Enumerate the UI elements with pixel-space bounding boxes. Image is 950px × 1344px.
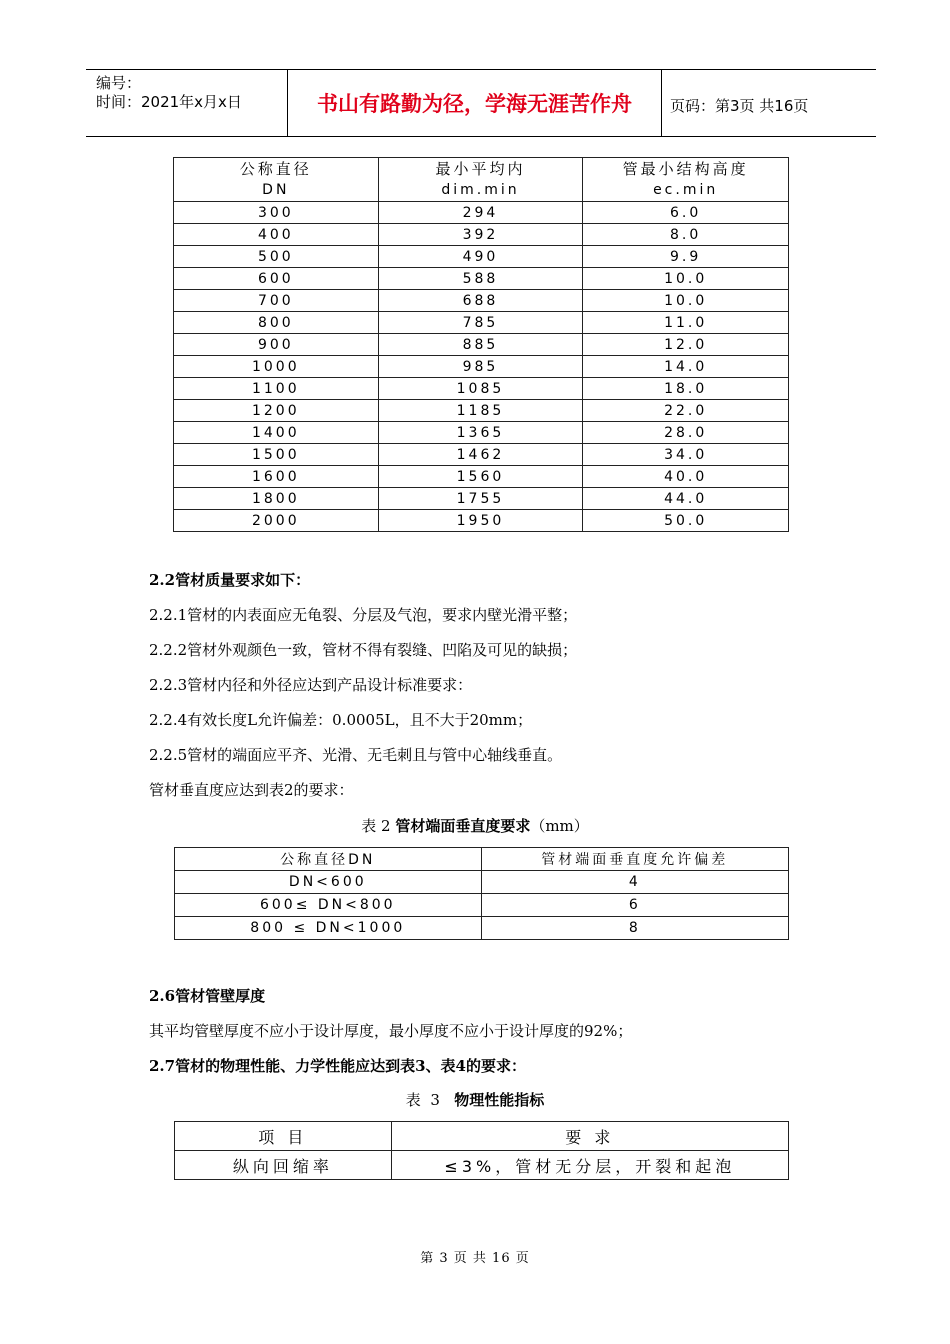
- table-cell: 800 ≤ DN<1000: [175, 917, 482, 940]
- table-cell: 34.0: [583, 444, 789, 466]
- table-physical-properties: [174, 1121, 789, 1180]
- table-row: [174, 422, 789, 444]
- table-cell: 400: [174, 224, 379, 246]
- table-row: [174, 466, 789, 488]
- table-header-row: [175, 1122, 789, 1151]
- table-cell: 1200: [174, 400, 379, 422]
- table-2-caption: [0, 815, 950, 836]
- table-cell: 294: [378, 202, 583, 224]
- table-3-caption-prefix: 表 3: [405, 1091, 440, 1109]
- section-2-2-item: 2.2.4有效长度L允许偏差：0.0005L，且不大于20mm；: [149, 711, 533, 729]
- section-2-6-text: 其平均管壁厚度不应小于设计厚度，最小厚度不应小于设计厚度的92%；: [149, 1022, 633, 1040]
- table-header-cell: 公称直径DN: [175, 848, 482, 871]
- table-cell: 1400: [174, 422, 379, 444]
- table-cell: 1950: [378, 510, 583, 532]
- table-row: [175, 917, 789, 940]
- table-row: [174, 202, 789, 224]
- table-header-cell: 项 目: [175, 1122, 392, 1151]
- table-cell: 785: [378, 312, 583, 334]
- table-row: [174, 290, 789, 312]
- table-2-caption-unit: （mm）: [530, 817, 589, 835]
- table-cell: 700: [174, 290, 379, 312]
- table-row: [174, 510, 789, 532]
- header-divider-right: [661, 69, 662, 136]
- section-2-2-item: 2.2.2管材外观颜色一致，管材不得有裂缝、凹陷及可见的缺损；: [149, 641, 578, 659]
- table-cell: 2000: [174, 510, 379, 532]
- table-row: [175, 1151, 789, 1180]
- section-2-2-item: 2.2.1管材的内表面应无龟裂、分层及气泡，要求内壁光滑平整；: [149, 606, 578, 624]
- table-header-row: [174, 158, 789, 180]
- table-cell: 12.0: [583, 334, 789, 356]
- table-cell: 1185: [378, 400, 583, 422]
- header-page-info: 页码：第3页 共16页: [670, 97, 809, 115]
- table-header-cell: dim.min: [378, 179, 583, 202]
- table-row: [174, 356, 789, 378]
- table-cell: 1100: [174, 378, 379, 400]
- table-cell: 688: [378, 290, 583, 312]
- table-row: [174, 444, 789, 466]
- table-cell: 纵向回缩率: [175, 1151, 392, 1180]
- table-cell: 600: [174, 268, 379, 290]
- table-cell: 500: [174, 246, 379, 268]
- table-row: [175, 894, 789, 917]
- table-pipe-dimensions: [173, 157, 789, 532]
- table-header-cell: 最小平均内: [378, 158, 583, 180]
- table-cell: 28.0: [583, 422, 789, 444]
- table-header-cell: 公称直径: [174, 158, 379, 180]
- section-2-2-item: 2.2.3管材内径和外径应达到产品设计标准要求：: [149, 676, 473, 694]
- table-row: [174, 488, 789, 510]
- table-row: [174, 268, 789, 290]
- header-number-label: 编号：: [96, 74, 142, 92]
- table-cell: DN<600: [175, 871, 482, 894]
- header-time-label: 时间：2021年x月x日: [96, 93, 242, 111]
- table-cell: 1800: [174, 488, 379, 510]
- table-cell: 44.0: [583, 488, 789, 510]
- table-row: [174, 400, 789, 422]
- header-motto: 书山有路勤为径，学海无涯苦作舟: [317, 92, 632, 116]
- table-cell: 1755: [378, 488, 583, 510]
- table-row: [174, 224, 789, 246]
- table-end-perpendicularity: [174, 847, 789, 940]
- table-row: [174, 312, 789, 334]
- table-row: [175, 871, 789, 894]
- table-2-caption-prefix: 表 2: [361, 817, 391, 835]
- table-cell: 588: [378, 268, 583, 290]
- table-cell: 985: [378, 356, 583, 378]
- table-cell: 1600: [174, 466, 379, 488]
- table-header-cell: ec.min: [583, 179, 789, 202]
- section-2-2-item: 管材垂直度应达到表2的要求：: [149, 781, 354, 799]
- section-2-7-title: 2.7管材的物理性能、力学性能应达到表3、表4的要求：: [149, 1057, 526, 1075]
- section-2-2-title: 2.2管材质量要求如下：: [149, 571, 311, 589]
- table-cell: 1560: [378, 466, 583, 488]
- table-cell: 6: [481, 894, 788, 917]
- table-cell: 1000: [174, 356, 379, 378]
- table-cell: 8: [481, 917, 788, 940]
- table-cell: 1085: [378, 378, 583, 400]
- table-2-caption-title: 管材端面垂直度要求: [395, 817, 531, 835]
- table-header-cell: DN: [174, 179, 379, 202]
- table-header-cell: 管材端面垂直度允许偏差: [481, 848, 788, 871]
- header-top-rule: [86, 69, 876, 70]
- page-footer: 第 3 页 共 16 页: [420, 1251, 530, 1266]
- table-cell: 1462: [378, 444, 583, 466]
- table-cell: ≤3%，管材无分层，开裂和起泡: [391, 1151, 788, 1180]
- table-row: [174, 378, 789, 400]
- table-3-caption-title: 物理性能指标: [454, 1091, 545, 1109]
- table-cell: 22.0: [583, 400, 789, 422]
- table-cell: 4: [481, 871, 788, 894]
- table-row: [174, 246, 789, 268]
- table-cell: 14.0: [583, 356, 789, 378]
- table-cell: 600≤ DN<800: [175, 894, 482, 917]
- table-cell: 1365: [378, 422, 583, 444]
- table-header-row: [175, 848, 789, 871]
- table-cell: 40.0: [583, 466, 789, 488]
- table-cell: 1500: [174, 444, 379, 466]
- table-header-row: [174, 179, 789, 202]
- table-header-cell: 管最小结构高度: [583, 158, 789, 180]
- table-cell: 392: [378, 224, 583, 246]
- table-cell: 10.0: [583, 290, 789, 312]
- section-2-2-item: 2.2.5管材的端面应平齐、光滑、无毛刺且与管中心轴线垂直。: [149, 746, 563, 764]
- table-cell: 490: [378, 246, 583, 268]
- table-cell: 8.0: [583, 224, 789, 246]
- table-3-caption: [0, 1089, 950, 1110]
- table-header-cell: 要 求: [391, 1122, 788, 1151]
- table-cell: 50.0: [583, 510, 789, 532]
- table-cell: 900: [174, 334, 379, 356]
- header-bottom-rule: [86, 136, 876, 137]
- table-row: [174, 334, 789, 356]
- section-2-6-title: 2.6管材管壁厚度: [149, 987, 266, 1005]
- table-cell: 9.9: [583, 246, 789, 268]
- table-cell: 885: [378, 334, 583, 356]
- table-cell: 18.0: [583, 378, 789, 400]
- table-cell: 6.0: [583, 202, 789, 224]
- table-cell: 11.0: [583, 312, 789, 334]
- table-cell: 300: [174, 202, 379, 224]
- table-cell: 10.0: [583, 268, 789, 290]
- table-cell: 800: [174, 312, 379, 334]
